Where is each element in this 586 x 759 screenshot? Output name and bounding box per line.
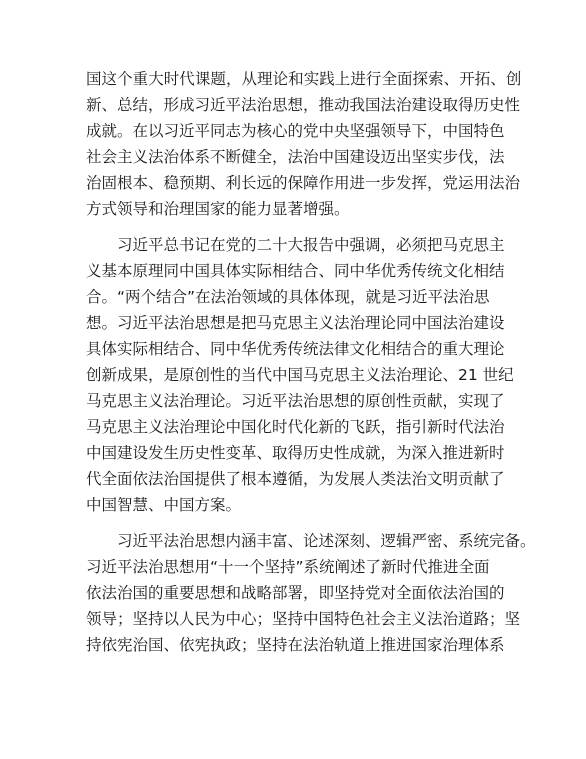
document-body [86,66,536,658]
text-line: 创新成果，是原创性的当代中国马克思主义法治理论、21 世纪 [86,366,514,384]
text-line: 中国建设发生历史性变革、取得历史性成就，为深入推进新时 [86,444,505,462]
text-line: 习近平法治思想用“十一个坚持”系统阐述了新时代推进全面 [86,558,490,576]
text-line: 习近平法治思想内涵丰富、论述深刻、逻辑严密、系统完备。 [117,532,536,550]
text-line: 治固根本、稳预期、利长远的保障作用进一步发挥，党运用法治 [86,174,521,192]
text-line: 马克思主义法治理论中国化时代化新的飞跃，指引新时代法治 [86,418,505,436]
text-line: 想。习近平法治思想是把马克思主义法治理论同中国法治建设 [86,314,505,332]
text-line: 具体实际相结合、同中华优秀传统法律文化相结合的重大理论 [86,340,505,358]
text-line: 方式领导和治理国家的能力显著增强。 [86,200,350,218]
text-line: 马克思主义法治理论。习近平法治思想的原创性贡献，实现了 [86,392,505,410]
text-line: 新、总结，形成习近平法治思想，推动我国法治建设取得历史性 [86,96,521,114]
text-line: 持依宪治国、依宪执政；坚持在法治轨道上推进国家治理体系 [86,636,505,654]
paragraph-3 [86,528,536,658]
text-line: 代全面依法治国提供了根本遵循，为发展人类法治文明贡献了 [86,470,505,488]
text-line: 习近平总书记在党的二十大报告中强调，必须把马克思主 [117,236,505,254]
text-line: 依法治国的重要思想和战略部署，即坚持党对全面依法治国的 [86,584,505,602]
paragraph-2 [86,232,516,518]
text-line: 领导；坚持以人民为中心；坚持中国特色社会主义法治道路；坚 [86,610,521,628]
text-line: 合。“两个结合”在法治领域的具体体现，就是习近平法治思 [86,288,490,306]
text-line: 国这个重大时代课题，从理论和实践上进行全面探索、开拓、创 [86,70,522,88]
text-line: 中国智慧、中国方案。 [86,496,242,514]
text-line: 社会主义法治体系不断健全，法治中国建设迈出坚实步伐，法 [86,148,505,166]
paragraph-1 [86,66,522,222]
text-line: 成就。在以习近平同志为核心的党中央坚强领导下，中国特色 [86,122,505,140]
text-line: 义基本原理同中国具体实际相结合、同中华优秀传统文化相结 [86,262,505,280]
